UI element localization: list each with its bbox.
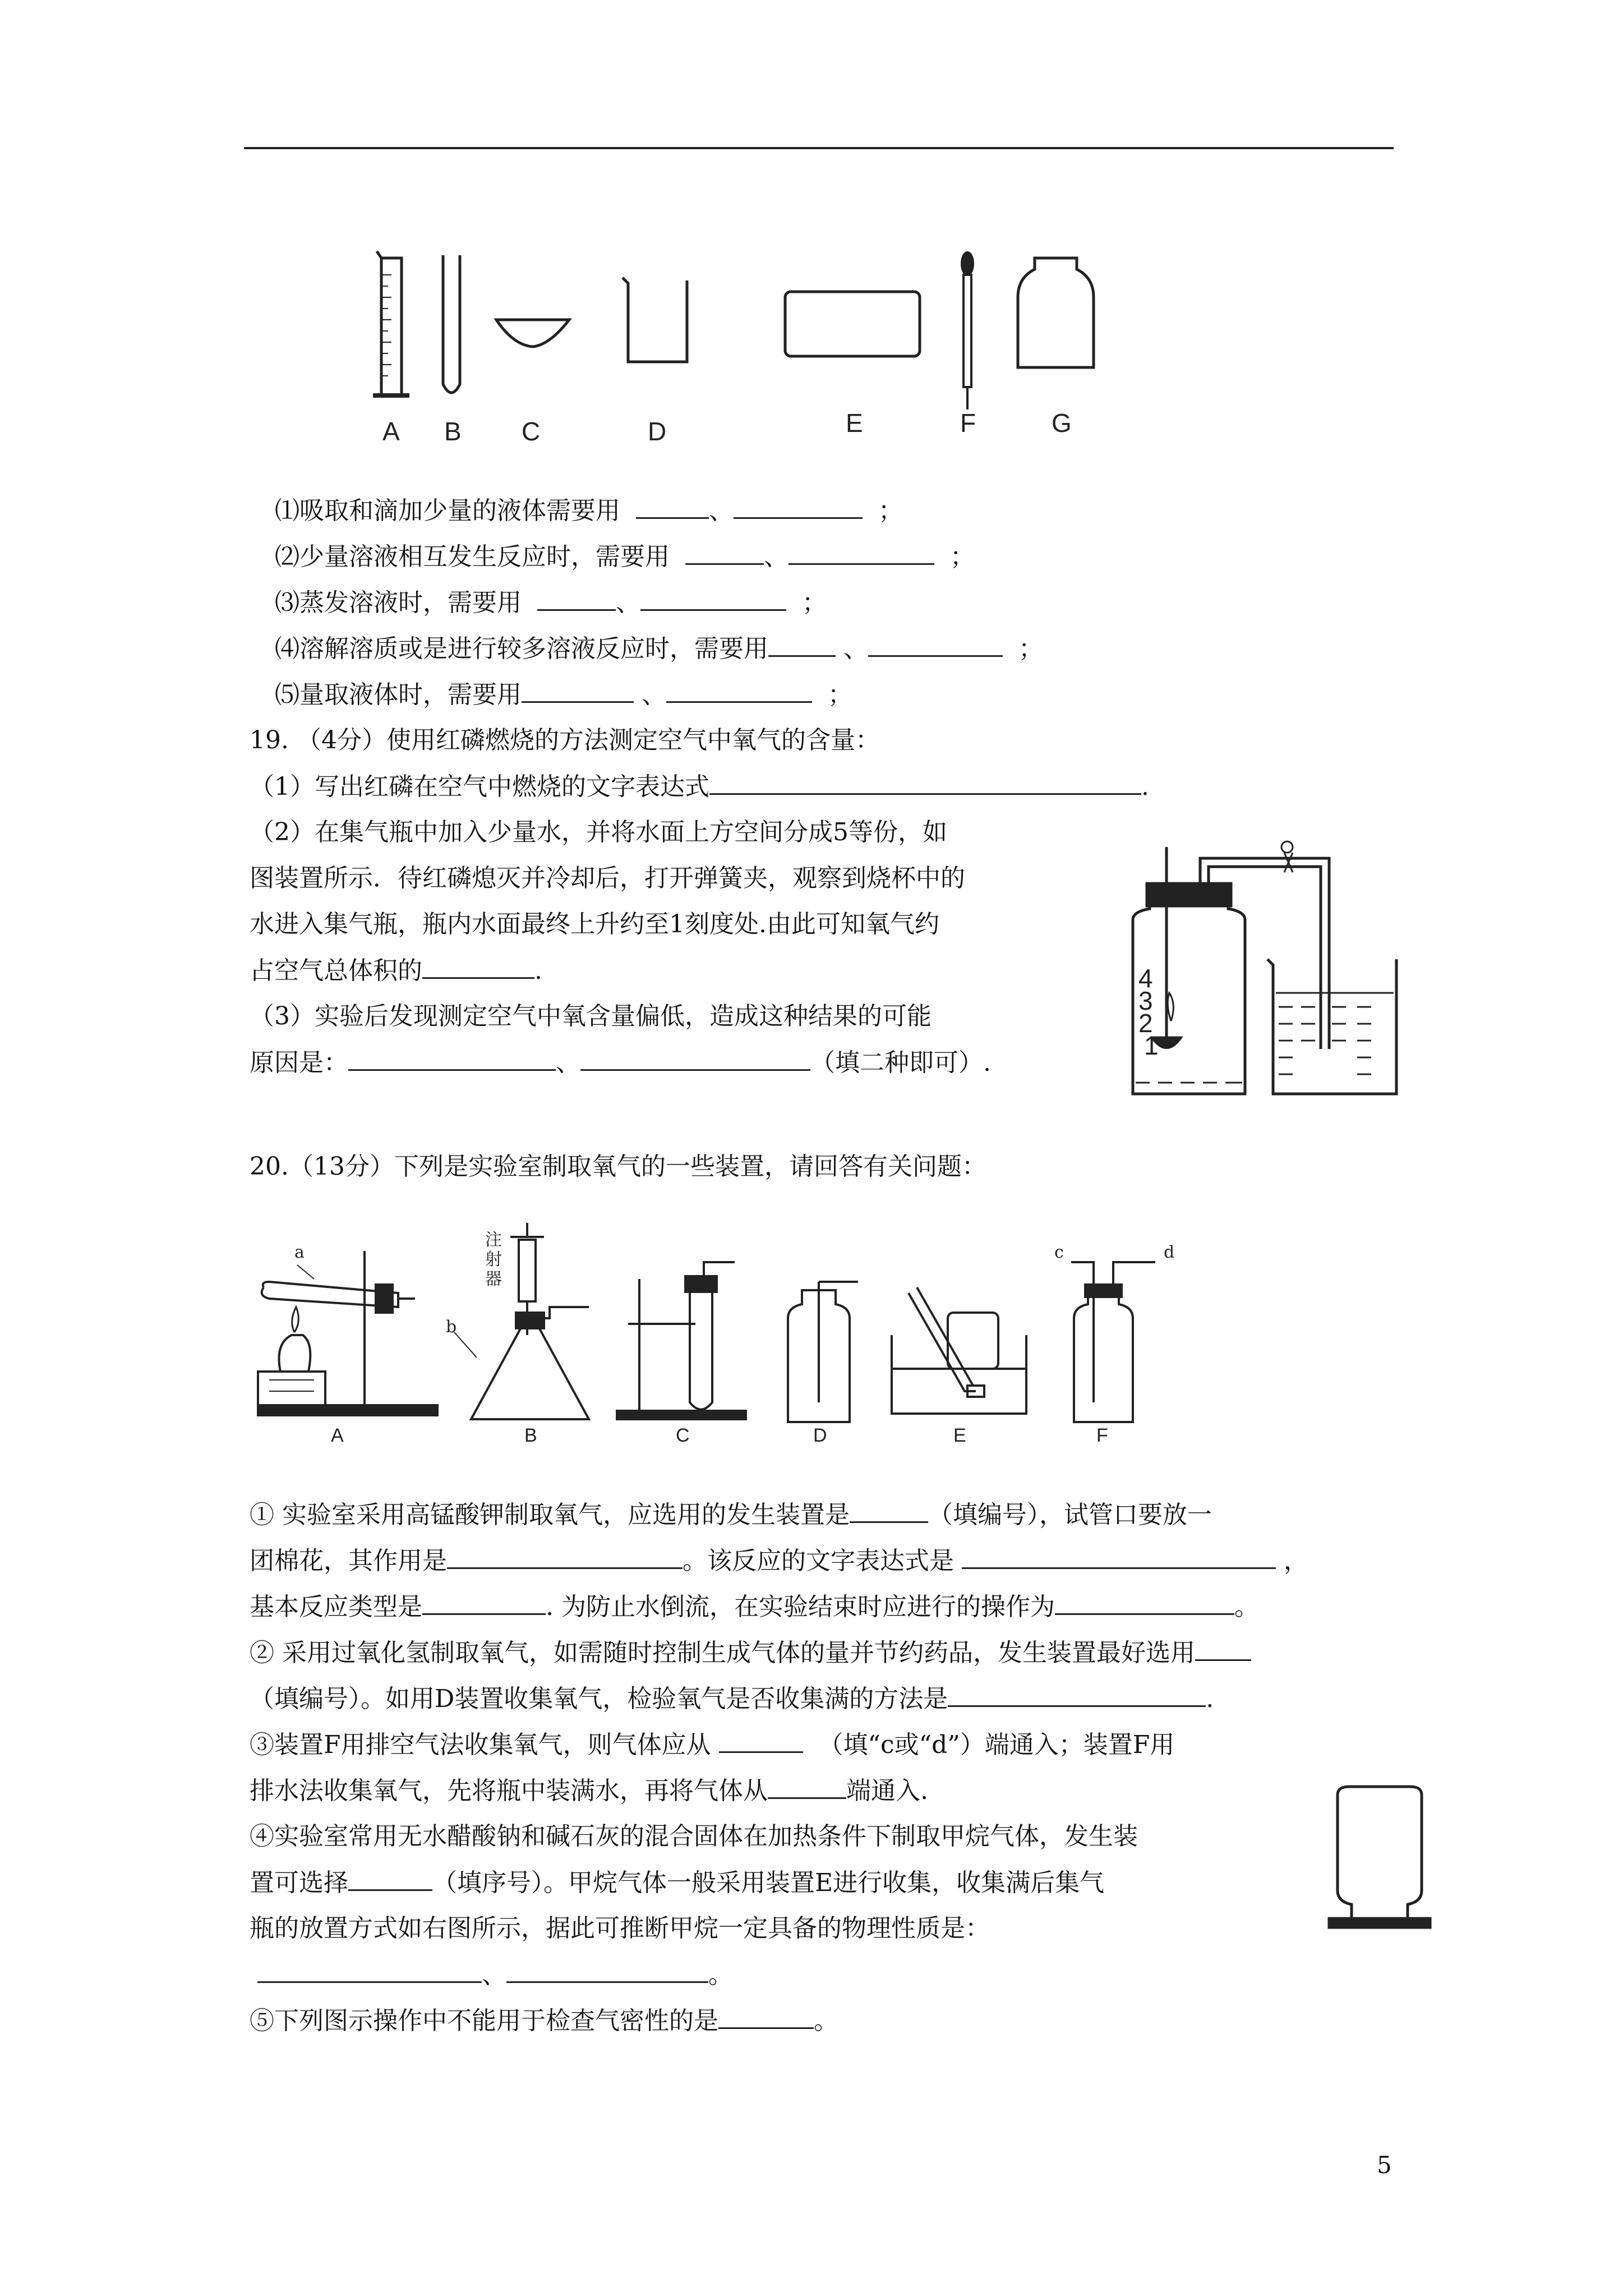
- answer-blank[interactable]: [1055, 1590, 1234, 1615]
- q20-s1-line2: 团棉花，其作用是 。该反应的文字表达式是 ，: [250, 1544, 1308, 1578]
- q18-item-4: ⑷溶解溶质或是进行较多溶液反应时，需要用 、 ；: [275, 632, 1043, 666]
- q20-s5: ⑤下列图示操作中不能用于检查气密性的是 。: [250, 2004, 838, 2038]
- answer-blank[interactable]: [447, 1544, 683, 1569]
- q20-s4-line4: 、 。: [250, 1958, 733, 1992]
- answer-blank[interactable]: [348, 1046, 556, 1071]
- answer-blank[interactable]: [666, 678, 812, 703]
- q20-s4-line2: 置可选择 （填序号）。甲烷气体一般采用装置E进行收集，收集满后集气: [250, 1866, 1104, 1900]
- q20-s4-line3: 瓶的放置方式如右图所示，据此可推断甲烷一定具备的物理性质是：: [250, 1914, 990, 1943]
- label-small-d: d: [1164, 1243, 1175, 1262]
- answer-blank[interactable]: [348, 1866, 432, 1891]
- answer-blank[interactable]: [257, 1958, 482, 1983]
- q19-part2-line3: 水进入集气瓶，瓶内水面最终上升约至1刻度处.由此可知氧气约: [250, 910, 939, 938]
- answer-blank[interactable]: [422, 954, 534, 979]
- answer-blank[interactable]: [768, 632, 836, 657]
- answer-blank[interactable]: [718, 2004, 814, 2029]
- answer-blank[interactable]: [962, 1544, 1276, 1569]
- label-small-b: b: [446, 1317, 457, 1337]
- label-f: F: [960, 408, 976, 438]
- answer-blank[interactable]: [789, 540, 934, 565]
- apparatus-a-icon: [258, 1251, 437, 1415]
- answer-blank[interactable]: [506, 1958, 708, 1983]
- answer-blank[interactable]: [636, 494, 709, 519]
- label-g: G: [1052, 408, 1072, 438]
- label-apparatus-d: D: [813, 1425, 827, 1446]
- label-syringe-3: 器: [485, 1269, 502, 1289]
- label-apparatus-a: A: [331, 1425, 344, 1446]
- answer-blank[interactable]: [522, 678, 634, 703]
- figure-instruments: [359, 247, 1144, 454]
- q19-title: 19. （4分）使用红磷燃烧的方法测定空气中氧气的含量：: [250, 726, 880, 754]
- q20-s2-line2: （填编号）。如用D装置收集氧气，检验氧气是否收集满的方法是 .: [250, 1682, 1214, 1716]
- q18-item-5: ⑸量取液体时，需要用 、 ；: [275, 678, 852, 712]
- answer-blank[interactable]: [580, 1046, 810, 1071]
- q18-item-2: ⑵少量溶液相互发生反应时，需要用 、 ；: [275, 540, 975, 574]
- answer-blank[interactable]: [948, 1682, 1206, 1707]
- q20-s4-line1: ④实验室常用无水醋酸钠和碱石灰的混合固体在加热条件下制取甲烷气体，发生装: [250, 1822, 1138, 1851]
- test-tube-icon: [443, 255, 460, 393]
- dropper-icon: [962, 252, 973, 409]
- apparatus-b-icon: [454, 1223, 589, 1419]
- q19-part2-line2: 图装置所示．待红磷熄灭并冷却后，打开弹簧夹，观察到烧杯中的: [250, 864, 965, 892]
- apparatus-e-icon: [892, 1287, 1026, 1414]
- q19-part3-line1: （3）实验后发现测定空气中氧含量偏低，造成这种结果的可能: [250, 1002, 932, 1030]
- q19-part1: （1）写出红磷在空气中燃烧的文字表达式 .: [250, 770, 1149, 804]
- label-a: A: [382, 417, 400, 446]
- page-number: 5: [1377, 2151, 1392, 2179]
- inverted-bottle-icon: [1329, 1787, 1430, 1927]
- label-apparatus-b: B: [524, 1425, 537, 1446]
- label-apparatus-f: F: [1096, 1425, 1108, 1446]
- label-syringe-2: 射: [485, 1250, 502, 1269]
- label-d: D: [648, 417, 667, 446]
- scale-4: 4: [1138, 964, 1153, 993]
- q20-s1-line3: 基本反应类型是 . 为防止水倒流，在实验结束时应进行的操作为 。: [250, 1590, 1259, 1624]
- scale-3: 3: [1138, 986, 1153, 1015]
- q20-s3-line2: 排水法收集氧气，先将瓶中装满水，再将气体从 端通入.: [250, 1774, 928, 1808]
- label-small-a: a: [294, 1243, 305, 1262]
- q20-s3-line1: ③装置F用排空气法收集氧气，则气体应从 （填“c或“d”）端通入；装置F用: [250, 1728, 1174, 1762]
- label-e: E: [846, 408, 863, 438]
- trough-icon: [785, 292, 920, 356]
- q20-s1-line1: ① 实验室采用高锰酸钾制取氧气，应选用的发生装置是 （填编号），试管口要放一: [250, 1498, 1212, 1532]
- label-apparatus-c: C: [676, 1425, 690, 1446]
- q18-item-1: ⑴吸取和滴加少量的液体需要用 、 ；: [275, 494, 903, 528]
- answer-blank[interactable]: [1195, 1636, 1251, 1661]
- q20-s2-line1: ② 采用过氧化氢制取氧气，如需随时控制生成气体的量并节约药品，发生装置最好选用: [250, 1636, 1251, 1670]
- answer-blank[interactable]: [719, 1728, 803, 1753]
- q19-part2-line4: 占空气总体积的 .: [250, 954, 542, 988]
- answer-blank[interactable]: [685, 540, 764, 565]
- answer-blank[interactable]: [850, 1498, 928, 1523]
- answer-blank[interactable]: [868, 632, 1003, 657]
- apparatus-d-icon: [788, 1282, 858, 1422]
- apparatus-f-icon: [1071, 1262, 1155, 1422]
- scale-2: 2: [1138, 1009, 1153, 1038]
- answer-blank[interactable]: [640, 586, 786, 611]
- label-syringe-1: 注: [485, 1230, 502, 1250]
- answer-blank[interactable]: [709, 770, 1141, 795]
- bottle-icon: [1018, 258, 1094, 367]
- figure-gas-apparatus: [247, 1223, 1267, 1447]
- label-apparatus-e: E: [953, 1425, 966, 1446]
- answer-blank[interactable]: [768, 1774, 846, 1799]
- figure-inverted-bottle: [1324, 1784, 1436, 1935]
- label-b: B: [444, 417, 462, 446]
- apparatus-c-icon: [617, 1262, 746, 1419]
- header-rule: [244, 147, 1394, 149]
- label-small-c: c: [1054, 1243, 1064, 1262]
- scale-1: 1: [1144, 1031, 1159, 1060]
- label-c: C: [522, 417, 541, 446]
- q19-part2-line1: （2）在集气瓶中加入少量水，并将水面上方空间分成5等份，如: [250, 818, 947, 846]
- q19-part3-line2: 原因是： 、 （填二种即可）.: [250, 1046, 991, 1080]
- beaker-icon: [623, 278, 687, 362]
- answer-blank[interactable]: [734, 494, 863, 519]
- answer-blank[interactable]: [537, 586, 616, 611]
- q20-title: 20.（13分）下列是实验室制取氧气的一些装置，请回答有关问题：: [250, 1152, 986, 1181]
- graduated-cylinder-icon: [373, 251, 409, 395]
- q18-item-3: ⑶蒸发溶液时，需要用 、 ；: [275, 586, 827, 620]
- evaporating-dish-icon: [496, 320, 569, 347]
- figure-oxygen-apparatus: [1099, 836, 1413, 1105]
- answer-blank[interactable]: [422, 1590, 546, 1615]
